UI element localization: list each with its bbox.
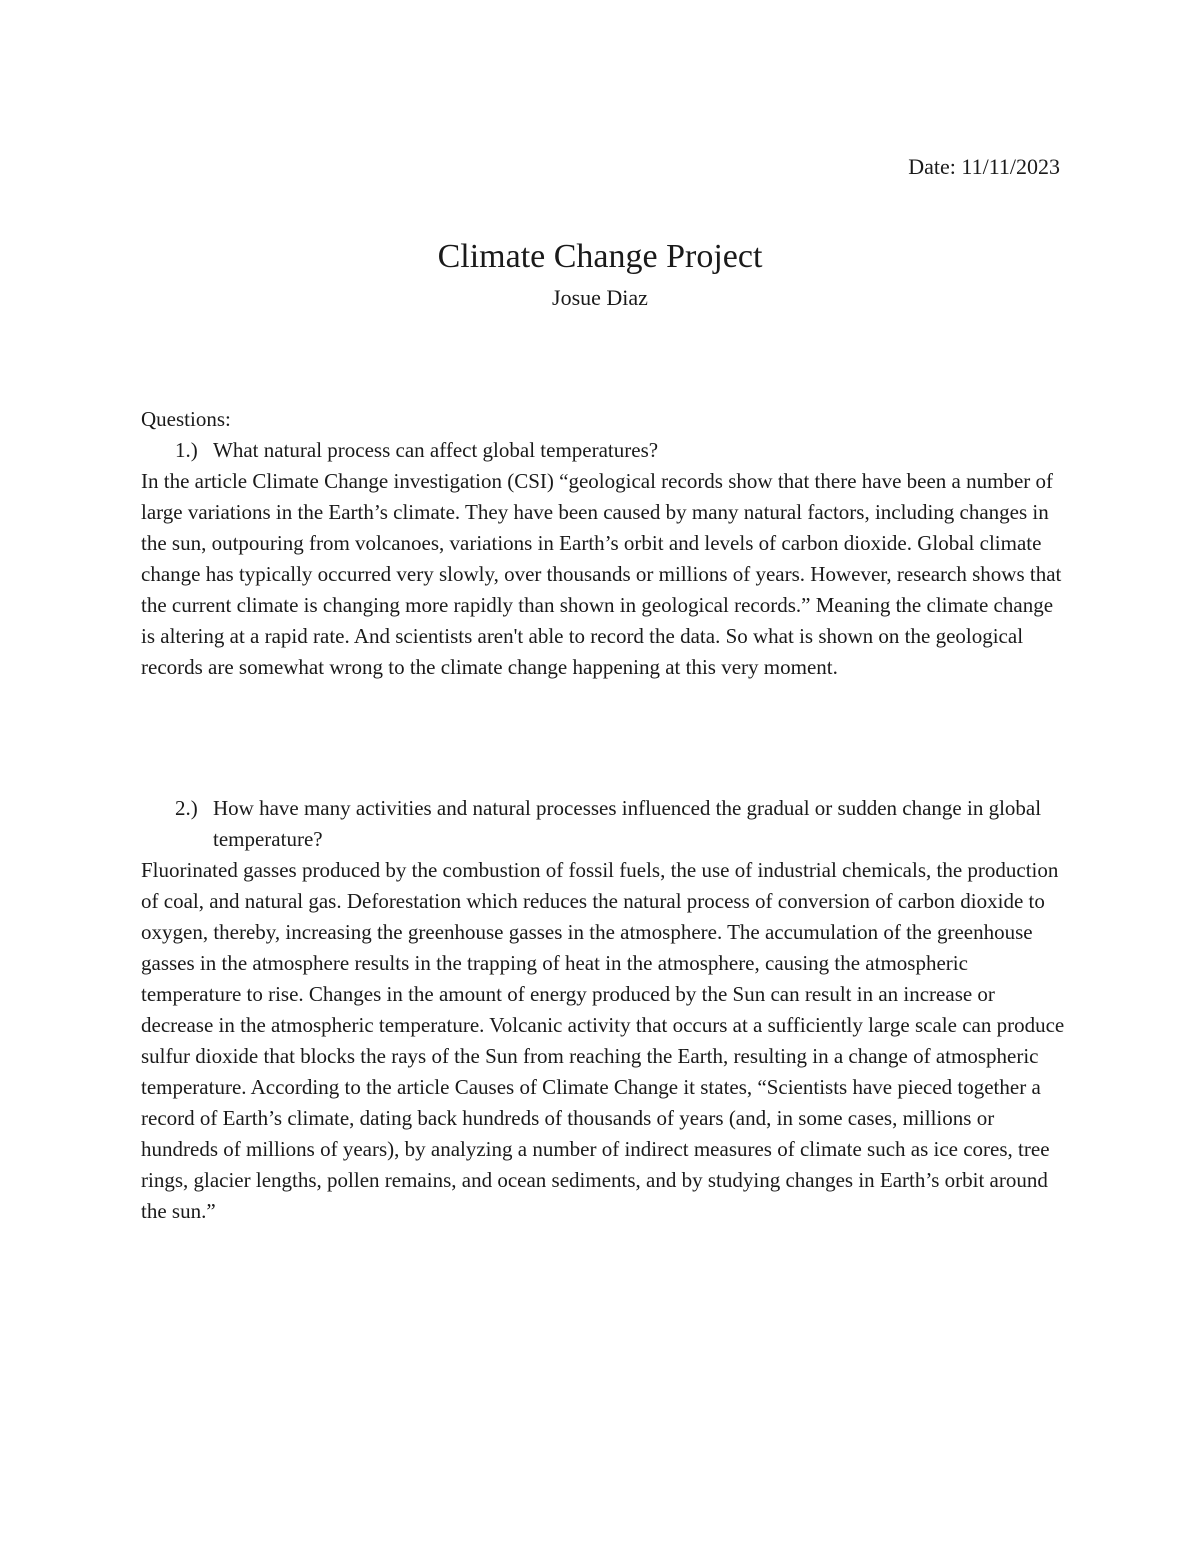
- question-2: [175, 793, 1075, 855]
- question-1-number: 1.): [175, 438, 198, 462]
- questions-label: Questions:: [141, 407, 231, 431]
- document-author: Josue Diaz: [552, 285, 648, 310]
- question-1: [175, 435, 1055, 466]
- answer-1: In the article Climate Change investigation (CSI) “geological records show that there have been a number of large variations in the Earth’s climate. They have been caused by many natural factors, including changes in the sun, outpouring from volcanoes, variations in Earth’s orbit and levels of carbon dioxide. Global climate change has typically occurred very slowly, over thousands or millions of years. However, research shows that the current climate is changing more rapidly than shown in geological records.” Meaning the climate change is altering at a rapid rate. And scientists aren't able to record the data. So what is shown on the geological records are somewhat wrong to the climate change happening at this very moment.: [141, 469, 1062, 679]
- document-date: Date: 11/11/2023: [908, 154, 1060, 179]
- question-2-number: 2.): [175, 796, 198, 820]
- answer-2: Fluorinated gasses produced by the combustion of fossil fuels, the use of industrial chemicals, the production of coal, and natural gas. Deforestation which reduces the natural process of conversion of carbon dioxide to oxygen, thereby, increasing the greenhouse gasses in the atmosphere. The accumulation of the greenhouse gasses in the atmosphere results in the trapping of heat in the atmosphere, causing the atmospheric temperature to rise. Changes in the amount of energy produced by the Sun can result in an increase or decrease in the atmospheric temperature. Volcanic activity that occurs at a sufficiently large scale can produce sulfur dioxide that blocks the rays of the Sun from reaching the Earth, resulting in a change of atmospheric temperature. According to the article Causes of Climate Change it states, “Scientists have pieced together a record of Earth’s climate, dating back hundreds of thousands of years (and, in some cases, millions or hundreds of millions of years), by analyzing a number of indirect measures of climate such as ice cores, tree rings, glacier lengths, pollen remains, and ocean sediments, and by studying changes in Earth’s orbit around the sun.”: [141, 858, 1065, 1223]
- question-1-text: What natural process can affect global temperatures?: [213, 438, 659, 462]
- document-title: Climate Change Project: [437, 238, 763, 275]
- question-2-text: How have many activities and natural processes influenced the gradual or sudden change in global temperature?: [213, 796, 1042, 851]
